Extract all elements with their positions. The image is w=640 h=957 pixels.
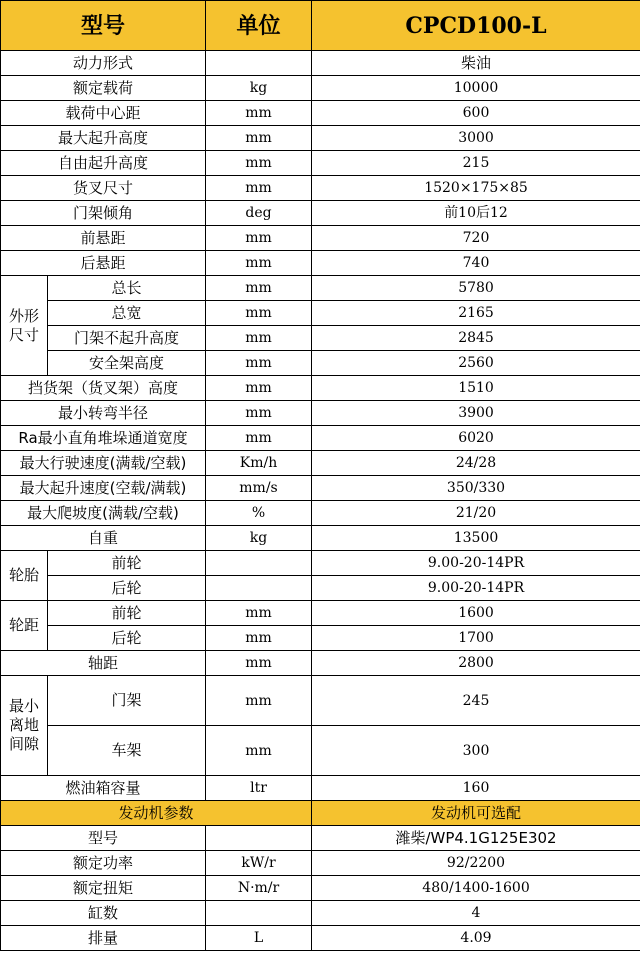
row-value: 2165	[312, 301, 640, 326]
group-label-dimensions: 外形尺寸	[1, 276, 48, 376]
row-label: 自由起升高度	[1, 151, 206, 176]
row-label: 燃油箱容量	[1, 776, 206, 801]
row-label: 最大爬坡度(满载/空载)	[1, 501, 206, 526]
row-label: 排量	[1, 926, 206, 951]
row-value: 9.00-20-14PR	[312, 576, 640, 601]
row-unit: mm	[206, 351, 312, 376]
row-value: 4	[312, 901, 640, 926]
row-label: 门架	[48, 676, 206, 726]
row-value: 300	[312, 726, 640, 776]
row-value: 2800	[312, 651, 640, 676]
row-label: 后轮	[48, 626, 206, 651]
row-unit: mm	[206, 326, 312, 351]
table-row	[1, 501, 640, 526]
row-label: 前轮	[48, 551, 206, 576]
table-row	[1, 326, 640, 351]
row-value: 13500	[312, 526, 640, 551]
table-row	[1, 576, 640, 601]
row-label: 货叉尺寸	[1, 176, 206, 201]
row-value: 245	[312, 676, 640, 726]
row-value: 1510	[312, 376, 640, 401]
table-row	[1, 551, 640, 576]
table-row	[1, 301, 640, 326]
row-unit: kg	[206, 76, 312, 101]
table-row	[1, 851, 640, 876]
row-value: 1520×175×85	[312, 176, 640, 201]
row-unit: ltr	[206, 776, 312, 801]
row-unit: mm	[206, 126, 312, 151]
table-row	[1, 76, 640, 101]
row-label: 前轮	[48, 601, 206, 626]
row-unit: mm	[206, 251, 312, 276]
row-label: 总宽	[48, 301, 206, 326]
row-unit: mm	[206, 651, 312, 676]
row-label: 动力形式	[1, 51, 206, 76]
row-value: 3900	[312, 401, 640, 426]
group-label-clearance: 最小离地间隙	[1, 676, 48, 776]
row-value: 215	[312, 151, 640, 176]
row-label: 最大起升高度	[1, 126, 206, 151]
header-model-label: 型号	[1, 1, 206, 51]
row-label: 门架不起升高度	[48, 326, 206, 351]
row-label: 前悬距	[1, 226, 206, 251]
row-value: 1600	[312, 601, 640, 626]
header-unit-label: 单位	[206, 1, 312, 51]
row-label: 缸数	[1, 901, 206, 926]
engine-section-label: 发动机参数	[1, 801, 312, 826]
row-value: 21/20	[312, 501, 640, 526]
row-value: 720	[312, 226, 640, 251]
row-value: 4.09	[312, 926, 640, 951]
table-row	[1, 226, 640, 251]
row-unit: kW/r	[206, 851, 312, 876]
table-row	[1, 176, 640, 201]
table-row	[1, 376, 640, 401]
row-unit: %	[206, 501, 312, 526]
row-label: 额定扭矩	[1, 876, 206, 901]
row-unit: L	[206, 926, 312, 951]
table-row	[1, 876, 640, 901]
row-unit: mm	[206, 601, 312, 626]
table-row	[1, 526, 640, 551]
row-unit	[206, 551, 312, 576]
row-label: 最大行驶速度(满载/空载)	[1, 451, 206, 476]
row-value: 3000	[312, 126, 640, 151]
row-label: 车架	[48, 726, 206, 776]
table-row	[1, 451, 640, 476]
row-value: 2560	[312, 351, 640, 376]
table-row	[1, 401, 640, 426]
table-row	[1, 726, 640, 776]
table-row	[1, 626, 640, 651]
row-label: 后悬距	[1, 251, 206, 276]
group-label-tires: 轮胎	[1, 551, 48, 601]
row-label: Ra最小直角堆垛通道宽度	[1, 426, 206, 451]
row-unit: mm	[206, 426, 312, 451]
row-label: 额定功率	[1, 851, 206, 876]
row-label: 后轮	[48, 576, 206, 601]
row-unit: deg	[206, 201, 312, 226]
row-unit: mm	[206, 101, 312, 126]
header-model-value: CPCD100-L	[312, 1, 640, 51]
row-value: 柴油	[312, 51, 640, 76]
row-label: 门架倾角	[1, 201, 206, 226]
table-row	[1, 101, 640, 126]
row-value: 2845	[312, 326, 640, 351]
table-row	[1, 826, 640, 851]
table-row	[1, 276, 640, 301]
row-unit: mm	[206, 726, 312, 776]
row-unit: mm	[206, 376, 312, 401]
row-unit: mm	[206, 276, 312, 301]
row-unit: N·m/r	[206, 876, 312, 901]
row-label: 挡货架（货叉架）高度	[1, 376, 206, 401]
engine-section-row	[1, 801, 640, 826]
row-label: 最大起升速度(空载/满载)	[1, 476, 206, 501]
table-row	[1, 476, 640, 501]
table-row	[1, 901, 640, 926]
row-value: 10000	[312, 76, 640, 101]
row-unit: mm	[206, 151, 312, 176]
row-label: 轴距	[1, 651, 206, 676]
row-value: 740	[312, 251, 640, 276]
row-value: 24/28	[312, 451, 640, 476]
row-label: 最小转弯半径	[1, 401, 206, 426]
table-row	[1, 351, 640, 376]
row-label: 总长	[48, 276, 206, 301]
row-label: 载荷中心距	[1, 101, 206, 126]
row-unit: mm	[206, 301, 312, 326]
row-value: 160	[312, 776, 640, 801]
row-value: 5780	[312, 276, 640, 301]
table-row	[1, 776, 640, 801]
row-label: 自重	[1, 526, 206, 551]
row-value: 前10后12	[312, 201, 640, 226]
header-row	[1, 1, 640, 51]
table-row	[1, 151, 640, 176]
row-value: 350/330	[312, 476, 640, 501]
table-row	[1, 201, 640, 226]
row-value: 6020	[312, 426, 640, 451]
row-value: 600	[312, 101, 640, 126]
table-row	[1, 51, 640, 76]
row-unit: mm	[206, 626, 312, 651]
table-row	[1, 676, 640, 726]
row-label: 型号	[1, 826, 206, 851]
row-unit	[206, 51, 312, 76]
row-unit: Km/h	[206, 451, 312, 476]
table-row	[1, 426, 640, 451]
table-row	[1, 926, 640, 951]
row-value: 480/1400-1600	[312, 876, 640, 901]
row-unit: mm	[206, 401, 312, 426]
row-value: 潍柴/WP4.1G125E302	[312, 826, 640, 851]
table-row	[1, 251, 640, 276]
row-unit	[206, 901, 312, 926]
table-row	[1, 601, 640, 626]
row-unit: mm	[206, 176, 312, 201]
row-label: 安全架高度	[48, 351, 206, 376]
row-label: 额定载荷	[1, 76, 206, 101]
engine-section-value: 发动机可选配	[312, 801, 640, 826]
row-unit	[206, 826, 312, 851]
row-unit: mm/s	[206, 476, 312, 501]
row-unit	[206, 576, 312, 601]
row-unit: mm	[206, 226, 312, 251]
row-unit: kg	[206, 526, 312, 551]
row-value: 1700	[312, 626, 640, 651]
table-row	[1, 651, 640, 676]
row-value: 92/2200	[312, 851, 640, 876]
row-value: 9.00-20-14PR	[312, 551, 640, 576]
table-row	[1, 126, 640, 151]
group-label-tread: 轮距	[1, 601, 48, 651]
row-unit: mm	[206, 676, 312, 726]
